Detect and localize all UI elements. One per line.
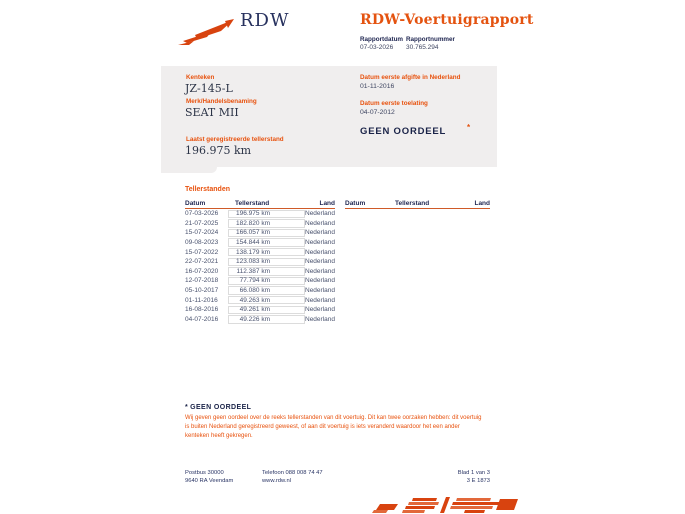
row-land: Nederland — [305, 287, 335, 295]
footer-website: www.rdw.nl — [262, 478, 291, 484]
odometer-table-left — [185, 197, 335, 324]
row-land: Nederland — [305, 277, 335, 285]
first-issue-nl-value: 01-11-2016 — [360, 83, 395, 90]
footnote-asterisk: * — [185, 404, 189, 411]
row-land: Nederland — [305, 210, 335, 218]
odometer-table-body — [185, 209, 335, 324]
table-row — [185, 247, 335, 257]
footnote-text: Wij geven geen oordeel over de reeks tellerstanden van dit voertuig. Dit kan twee oorzaken hebben: dit voertuig is buiten Nederland geregistreerd geweest, of aan dit voertuig is iets veranderd waardoor het een ander kenteken heeft gekregen. — [185, 415, 482, 439]
table-row — [185, 219, 335, 229]
row-land: Nederland — [305, 229, 335, 237]
report-date-label: Rapportdatum — [360, 36, 404, 43]
footer-address-line1: Postbus 30000 — [185, 470, 224, 476]
make-label: Merk/Handelsbenaming — [186, 98, 257, 105]
last-odometer-value: 196.975 km — [185, 144, 252, 157]
table-row — [185, 209, 335, 219]
row-land: Nederland — [305, 248, 335, 256]
table-row — [185, 286, 335, 296]
row-tellerstand: 49.261 km — [239, 306, 270, 314]
footnote-title — [185, 404, 251, 411]
row-tellerstand-cell — [228, 229, 305, 237]
footnote-title-text: GEEN OORDEEL — [190, 404, 252, 411]
row-tellerstand: 49.263 km — [239, 296, 270, 304]
table-row — [185, 267, 335, 277]
rdw-wing-logo-icon — [177, 19, 235, 47]
report-number-label: Rapportnummer — [406, 36, 455, 43]
table-row — [185, 238, 335, 248]
row-land: Nederland — [305, 306, 335, 314]
make-value: SEAT MII — [185, 106, 239, 119]
row-tellerstand-cell — [228, 210, 305, 218]
column-header-land: Land — [319, 200, 335, 207]
column-header-tellerstand: Tellerstand — [395, 200, 430, 207]
row-tellerstand-cell — [228, 277, 305, 285]
row-tellerstand: 196.975 km — [236, 210, 270, 218]
footer-page-indicator: Blad 1 van 3 — [457, 470, 490, 476]
odometer-table-right — [345, 197, 490, 209]
table-row — [185, 295, 335, 305]
row-tellerstand-cell — [228, 258, 305, 266]
row-tellerstand-cell — [228, 267, 305, 275]
row-datum: 22-07-2021 — [185, 258, 219, 266]
footer-form-code: 3 E 1873 — [466, 478, 490, 484]
license-plate-value: JZ-145-L — [185, 82, 233, 95]
row-land: Nederland — [305, 239, 335, 247]
verdict-asterisk: * — [467, 123, 471, 132]
row-datum: 16-07-2020 — [185, 267, 219, 275]
row-land: Nederland — [305, 315, 335, 323]
row-tellerstand: 112.387 km — [236, 267, 270, 275]
row-datum: 21-07-2025 — [185, 219, 219, 227]
row-datum: 15-07-2024 — [185, 229, 219, 237]
column-header-tellerstand: Tellerstand — [235, 200, 270, 207]
row-tellerstand: 77.794 km — [239, 277, 270, 285]
odometer-table-header — [345, 197, 490, 209]
row-tellerstand: 66.080 km — [239, 287, 270, 295]
row-datum: 05-10-2017 — [185, 287, 219, 295]
odometer-table-header — [185, 197, 335, 209]
first-admission-value: 04-07-2012 — [360, 109, 395, 116]
row-datum: 16-08-2016 — [185, 306, 219, 314]
row-tellerstand-cell — [228, 238, 305, 246]
row-tellerstand-cell — [228, 306, 305, 314]
first-admission-label: Datum eerste toelating — [360, 100, 428, 107]
footer-address-line2: 9640 RA Veendam — [185, 478, 234, 484]
row-land: Nederland — [305, 267, 335, 275]
row-land: Nederland — [305, 296, 335, 304]
footer-phone: Telefoon 088 008 74 47 — [262, 470, 323, 476]
row-tellerstand: 182.820 km — [236, 219, 270, 227]
row-tellerstand-cell — [228, 219, 305, 227]
odometer-section-title: Tellerstanden — [185, 186, 230, 193]
first-issue-nl-label: Datum eerste afgifte in Nederland — [360, 74, 461, 81]
column-header-datum: Datum — [185, 200, 206, 207]
row-tellerstand: 138.179 km — [236, 248, 270, 256]
row-tellerstand: 166.057 km — [236, 229, 270, 237]
logo-text: RDW — [240, 10, 290, 31]
row-datum: 15-07-2022 — [185, 248, 219, 256]
table-row — [185, 257, 335, 267]
table-row — [185, 276, 335, 286]
row-datum: 07-03-2026 — [185, 210, 219, 218]
column-header-datum: Datum — [345, 200, 366, 207]
row-datum: 12-07-2018 — [185, 277, 219, 285]
row-tellerstand: 49.226 km — [239, 315, 270, 323]
row-land: Nederland — [305, 258, 335, 266]
last-odometer-label: Laatst geregistreerde tellerstand — [186, 136, 284, 143]
row-land: Nederland — [305, 219, 335, 227]
report-number-value: 30.765.294 — [406, 44, 439, 51]
row-tellerstand-cell — [228, 296, 305, 304]
row-tellerstand-cell — [228, 248, 305, 256]
table-row — [185, 315, 335, 325]
table-row — [185, 305, 335, 315]
page-title: RDW-Voertuigrapport — [360, 12, 534, 28]
verdict-text: GEEN OORDEEL — [360, 126, 447, 137]
summary-panel-tail — [161, 167, 217, 173]
table-row — [185, 228, 335, 238]
row-datum: 09-08-2023 — [185, 239, 219, 247]
column-header-land: Land — [474, 200, 490, 207]
row-tellerstand: 154.844 km — [236, 239, 270, 247]
row-tellerstand-cell — [228, 286, 305, 294]
row-datum: 04-07-2016 — [185, 315, 219, 323]
row-datum: 01-11-2016 — [185, 296, 218, 304]
license-plate-label: Kenteken — [186, 74, 215, 81]
row-tellerstand: 123.083 km — [236, 258, 270, 266]
row-tellerstand-cell — [228, 315, 305, 323]
report-date-value: 07-03-2026 — [360, 44, 394, 51]
rdw-speedlines-graphic-icon — [372, 497, 518, 513]
